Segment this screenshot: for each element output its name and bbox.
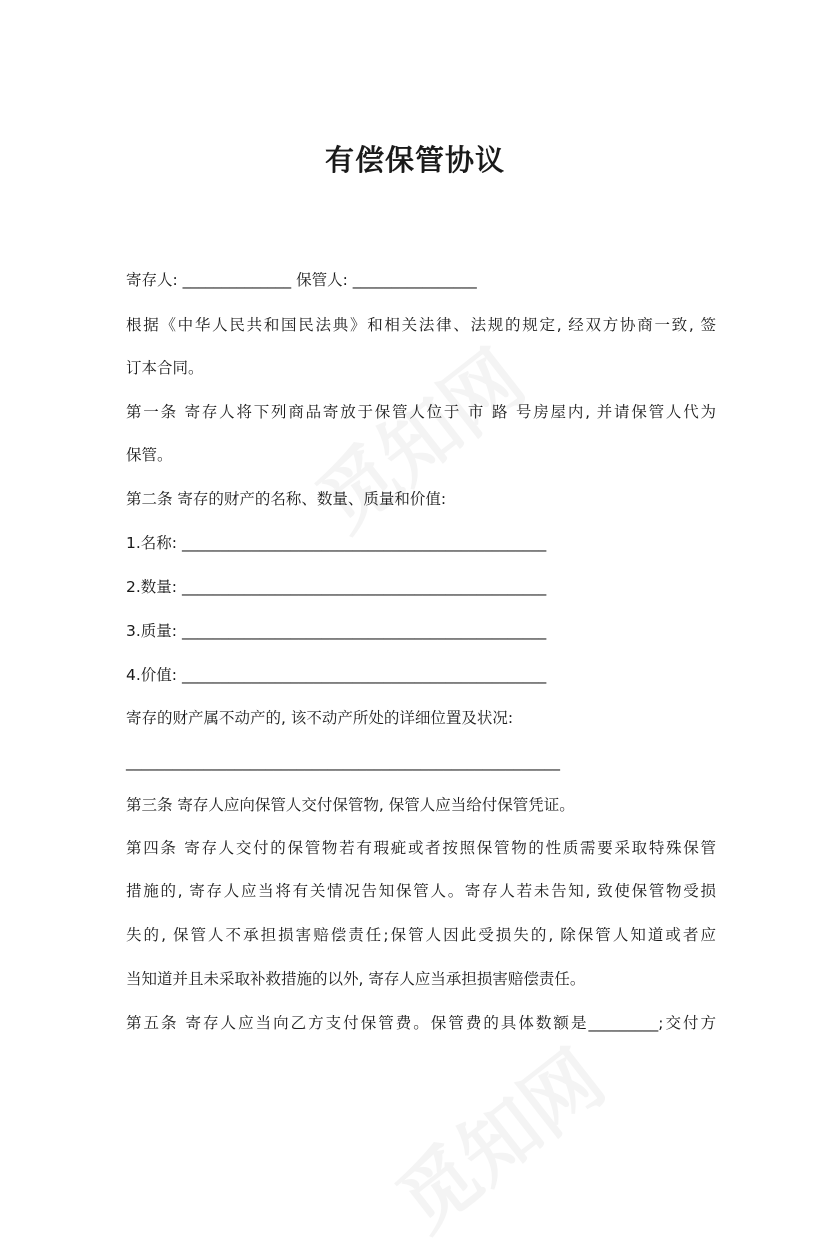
real-estate-line: 寄存的财产属不动产的, 该不动产所处的详细位置及状况: [126, 709, 514, 727]
item-value-field: 4.价值: _______________________________________________ [126, 666, 547, 684]
article-4-line: 失的, 保管人不承担损害赔偿责任;保管人因此受损失的, 除保管人知道或者应 [126, 926, 716, 944]
preamble-line: 根据《中华人民共和国民法典》和相关法律、法规的规定, 经双方协商一致, 签 [126, 316, 716, 334]
article-1-line: 保管。 [126, 446, 173, 464]
article-4-line: 当知道并且未采取补救措施的以外, 寄存人应当承担损害赔偿责任。 [126, 970, 586, 988]
article-3-line: 第三条 寄存人应向保管人交付保管物, 保管人应当给付保管凭证。 [126, 796, 575, 814]
article-4-line: 措施的, 寄存人应当将有关情况告知保管人。寄存人若未告知, 致使保管物受损 [126, 882, 716, 900]
preamble-line: 订本合同。 [126, 359, 204, 377]
real-estate-blank: ________________________________________________________ [126, 753, 560, 771]
item-name-field: 1.名称: _______________________________________________ [126, 534, 547, 552]
document-title: 有偿保管协议 [324, 143, 505, 177]
article-2-line: 第二条 寄存的财产的名称、数量、质量和价值: [126, 490, 447, 508]
watermark [290, 320, 543, 552]
article-1-line: 第一条 寄存人将下列商品寄放于保管人位于 市 路 号房屋内, 并请保管人代为 [126, 403, 716, 421]
item-quality-field: 3.质量: _______________________________________________ [126, 622, 547, 640]
parties-line: 寄存人: ______________ 保管人: ________________ [126, 271, 477, 289]
article-5-line: 第五条 寄存人应当向乙方支付保管费。保管费的具体数额是_________;交付方 [126, 1014, 716, 1032]
item-quantity-field: 2.数量: _______________________________________________ [126, 578, 547, 596]
watermark [370, 1020, 623, 1252]
article-4-line: 第四条 寄存人交付的保管物若有瑕疵或者按照保管物的性质需要采取特殊保管 [126, 839, 716, 857]
